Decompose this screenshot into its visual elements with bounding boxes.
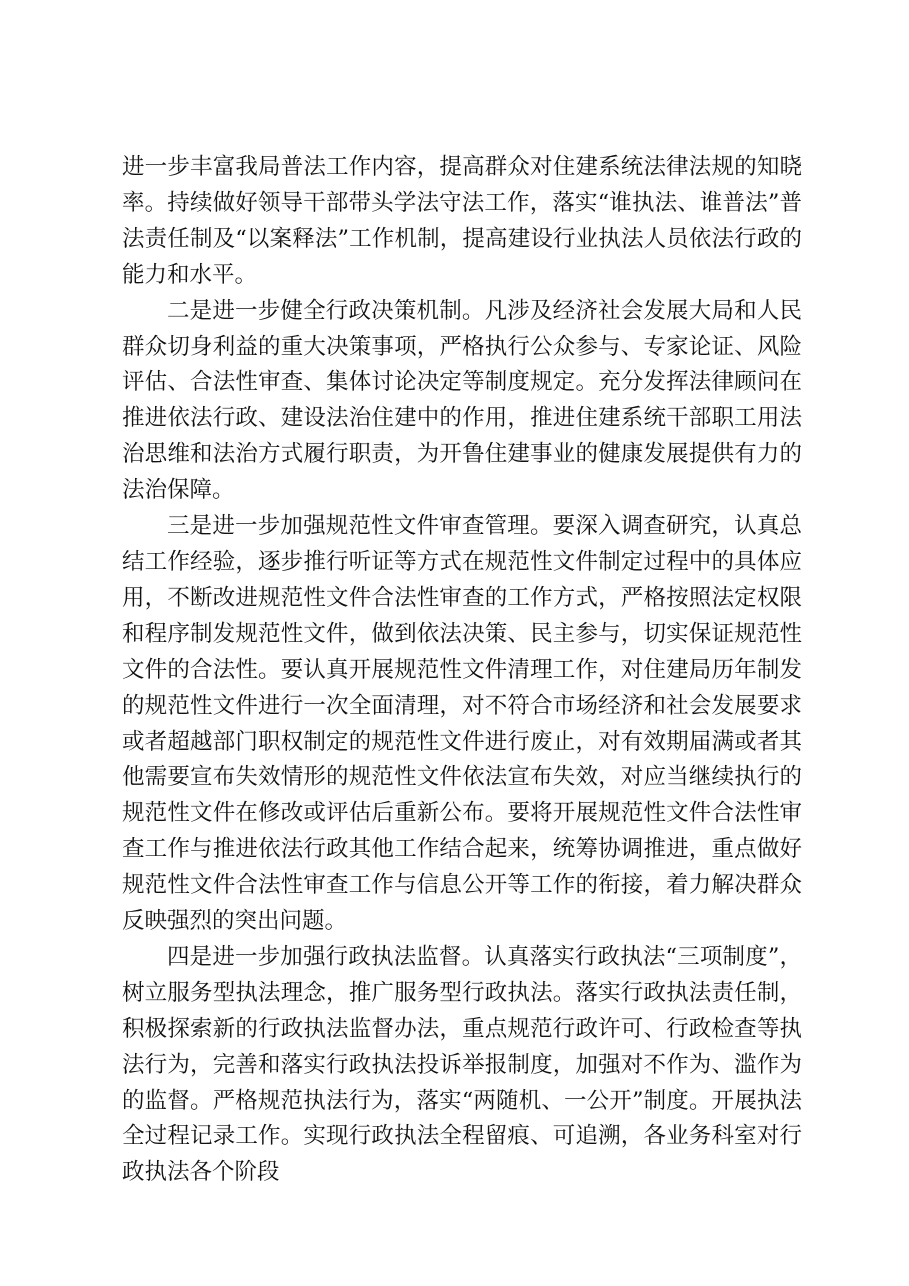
paragraph-enforcement-supervision: 四是进一步加强行政执法监督。认真落实行政执法“三项制度”，树立服务型执法理念，推广服务型行政执法。落实行政执法责任制，积极探索新的行政执法监督办法，重点规范行政许可、行政检查等执法行为，完善和落实行政执法投诉举报制度，加强对不作为、滥作为的监督。严格规范执法行为，落实“两随机、一公开”制度。开展执法全过程记录工作。实现行政执法全程留痕、可追溯，各业务科室对行政执法各个阶段: [122, 943, 802, 1186]
paragraph-decision-mechanism: 二是进一步健全行政决策机制。凡涉及经济社会发展大局和人民群众切身利益的重大决策事项，严格执行公众参与、专家论证、风险评估、合法性审查、集体讨论决定等制度规定。充分发挥法律顾问在推进依法行政、建设法治住建中的作用，推进住建系统干部职工用法治思维和法治方式履行职责，为开鲁住建事业的健康发展提供有力的法治保障。: [122, 297, 802, 504]
paragraph-continuation: 进一步丰富我局普法工作内容，提高群众对住建系统法律法规的知晓率。持续做好领导干部带头学法守法工作，落实“谁执法、谁普法”普法责任制及“以案释法”工作机制，提高建设行业执法人员依法行政的能力和水平。: [122, 154, 802, 288]
document-body: [122, 150, 802, 1191]
paragraph-normative-documents: 三是进一步加强规范性文件审查管理。要深入调查研究，认真总结工作经验，逐步推行听证等方式在规范性文件制定过程中的具体应用，不断改进规范性文件合法性审查的工作方式，严格按照法定权限和程序制发规范性文件，做到依法决策、民主参与，切实保证规范性文件的合法性。要认真开展规范性文件清理工作，对住建局历年制发的规范性文件进行一次全面清理，对不符合市场经济和社会发展要求或者超越部门职权制定的规范性文件进行废止，对有效期届满或者其他需要宣布失效情形的规范性文件依法宣布失效，对应当继续执行的规范性文件在修改或评估后重新公布。要将开展规范性文件合法性审查工作与推进依法行政其他工作结合起来，统筹协调推进，重点做好规范性文件合法性审查工作与信息公开等工作的衔接，着力解决群众反映强烈的突出问题。: [122, 513, 802, 935]
